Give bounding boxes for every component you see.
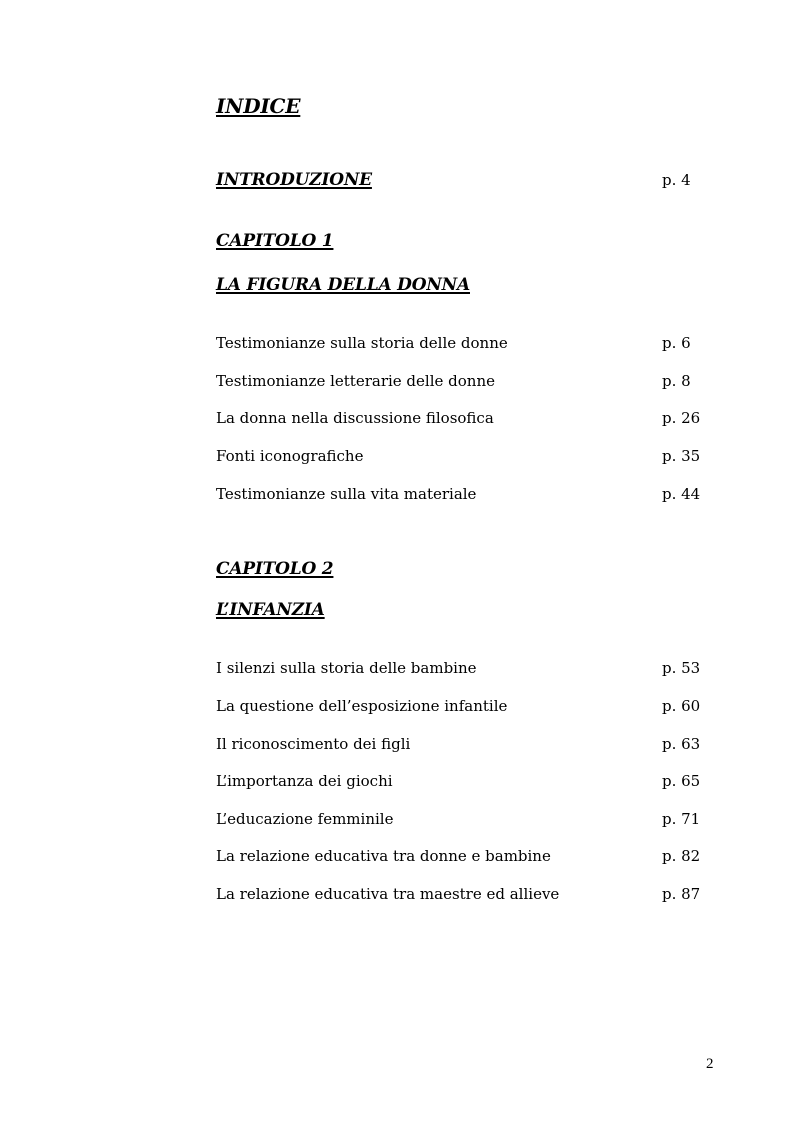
toc-entry xyxy=(216,885,716,905)
toc-entry-page: p. 63 xyxy=(662,735,701,753)
toc-entry-page: p. 44 xyxy=(662,485,701,503)
toc-entry-page: p. 26 xyxy=(662,409,701,427)
chapter-2-label: CAPITOLO 2 xyxy=(216,559,334,579)
toc-entry-page: p. 87 xyxy=(662,885,701,903)
toc-entry xyxy=(216,847,716,867)
page-number: 2 xyxy=(706,1056,714,1072)
chapter-2-title: L’INFANZIA xyxy=(216,600,325,620)
toc-entry-page: p. 82 xyxy=(662,847,701,865)
toc-entry-label: INTRODUZIONE xyxy=(216,170,372,190)
toc-entry-label: La donna nella discussione filosofica xyxy=(216,409,494,427)
toc-entry-label: I silenzi sulla storia delle bambine xyxy=(216,659,477,677)
chapter-1-title: LA FIGURA DELLA DONNA xyxy=(216,275,470,295)
toc-entry-page: p. 65 xyxy=(662,772,701,790)
toc-entry-page: p. 71 xyxy=(662,810,701,828)
toc-entry xyxy=(216,810,716,830)
toc-entry-label: La questione dell’esposizione infantile xyxy=(216,697,508,715)
toc-entry xyxy=(216,485,716,505)
toc-entry-label: Testimonianze sulla storia delle donne xyxy=(216,334,508,352)
toc-entry-page: p. 35 xyxy=(662,447,701,465)
toc-entry-page: p. 4 xyxy=(662,171,691,189)
toc-entry-page: p. 60 xyxy=(662,697,701,715)
toc-entry xyxy=(216,659,716,679)
toc-entry-label: Fonti iconografiche xyxy=(216,447,364,465)
toc-entry xyxy=(216,697,716,717)
toc-entry-label: Il riconoscimento dei figli xyxy=(216,735,411,753)
index-title: INDICE xyxy=(216,94,301,118)
toc-entry xyxy=(216,334,716,354)
toc-entry-page: p. 6 xyxy=(662,334,691,352)
toc-entry-label: Testimonianze letterarie delle donne xyxy=(216,372,495,390)
toc-entry-label: L’importanza dei giochi xyxy=(216,772,393,790)
toc-entry xyxy=(216,735,716,755)
toc-entry-label: L’educazione femminile xyxy=(216,810,394,828)
toc-entry-page: p. 8 xyxy=(662,372,691,390)
chapter-1-label: CAPITOLO 1 xyxy=(216,231,334,251)
toc-entry xyxy=(216,372,716,392)
toc-entry xyxy=(216,409,716,429)
toc-entry-introduction xyxy=(216,170,716,190)
toc-entry-label: La relazione educativa tra donne e bambine xyxy=(216,847,551,865)
toc-entry xyxy=(216,447,716,467)
toc-entry xyxy=(216,772,716,792)
toc-entry-label: La relazione educativa tra maestre ed allieve xyxy=(216,885,560,903)
toc-entry-page: p. 53 xyxy=(662,659,701,677)
toc-entry-label: Testimonianze sulla vita materiale xyxy=(216,485,477,503)
